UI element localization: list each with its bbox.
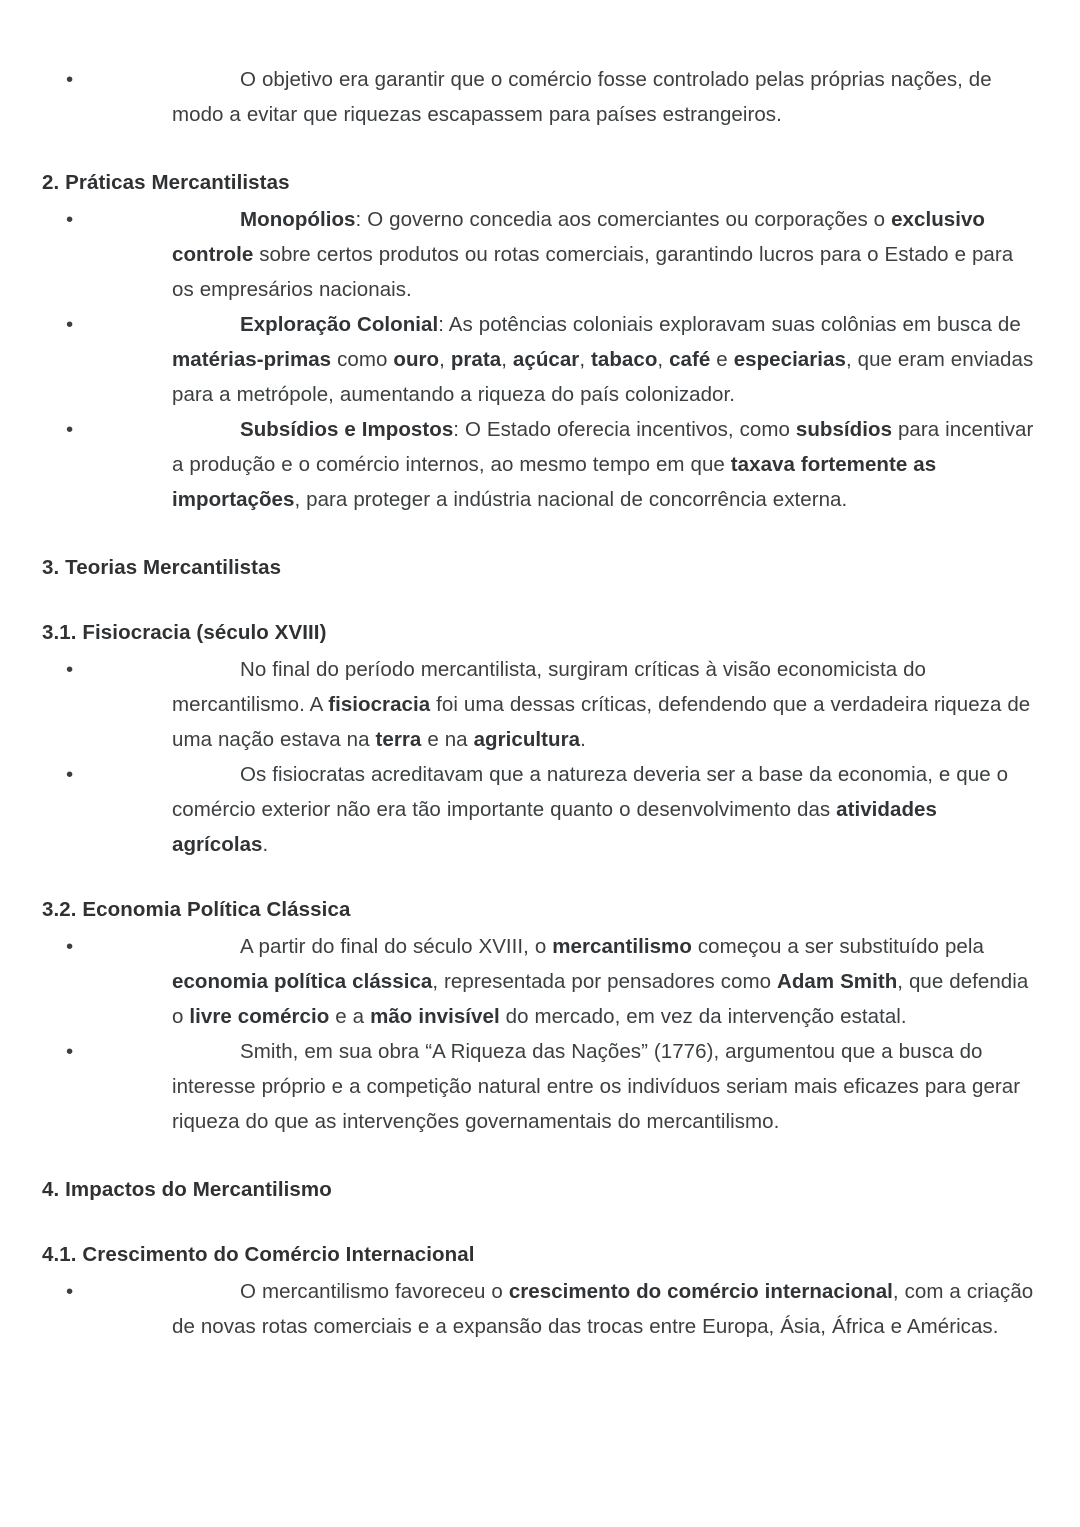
emphasis-text: taxava fortemente as importações (172, 453, 937, 511)
body-text: , representada por pensadores como (432, 970, 777, 993)
body-text: começou a ser substituído pela (691, 935, 984, 958)
bullet-paragraph: • Os fisiocratas acreditavam que a natureza deveria ser a base da economia, e que o comércio exterior não era tão importante quanto o desenvolvimento das atividades agrícolas. (66, 763, 1009, 856)
body-text: : O Estado oferecia incentivos, como (453, 418, 796, 441)
emphasis-text: Adam Smith (776, 970, 898, 993)
body-text: : As potências coloniais exploravam suas colônias em busca de (438, 313, 1021, 336)
emphasis-text: fisiocracia (328, 693, 431, 716)
section-heading: 3.2. Economia Política Clássica (42, 898, 351, 921)
emphasis-text: economia política clássica (172, 970, 433, 993)
emphasis-text: prata (450, 348, 502, 371)
bullet-paragraph: • Monopólios: O governo concedia aos comerciantes ou corporações o exclusivo controle sobre certos produtos ou rotas comerciais, garantindo lucros para o Estado e para os empresários nacionais. (66, 208, 1014, 301)
section-heading: 4.1. Crescimento do Comércio Internacional (42, 1243, 475, 1266)
body-text: sobre certos produtos ou rotas comerciais, garantindo lucros para o Estado e para os empresários nacionais. (172, 243, 1014, 301)
emphasis-text: matérias-primas (172, 348, 332, 371)
body-text: do mercado, em vez da intervenção estatal. (499, 1005, 907, 1028)
body-text: Smith, em sua obra “A Riqueza das Nações” (1776), argumentou que a busca do interesse próprio e a competição natural entre os indivíduos seriam mais eficazes para gerar riqueza do que as intervenções governamentais do mercantilismo. (172, 1040, 1021, 1133)
emphasis-text: crescimento do comércio internacional (508, 1280, 893, 1303)
emphasis-text: mercantilismo (552, 935, 692, 958)
section-heading: 3. Teorias Mercantilistas (42, 556, 282, 579)
emphasis-text: exclusivo controle (172, 208, 985, 266)
emphasis-text: tabaco (591, 348, 658, 371)
emphasis-text: ouro (393, 348, 440, 371)
bullet-paragraph: • No final do período mercantilista, surgiram críticas à visão economicista do mercantilismo. A fisiocracia foi uma dessas críticas, defendendo que a verdadeira riqueza de uma nação estava na terra e na agricultura. (66, 658, 1031, 751)
body-text: , que eram enviadas para a metrópole, aumentando a riqueza do país colonizador. (172, 348, 1034, 406)
body-text: : O governo concedia aos comerciantes ou corporações o (355, 208, 892, 231)
section-heading: 4. Impactos do Mercantilismo (42, 1178, 332, 1201)
body-text: . (262, 833, 269, 856)
body-text: como (331, 348, 394, 371)
bullet-paragraph: • O mercantilismo favoreceu o crescimento do comércio internacional, com a criação de novas rotas comerciais e a expansão das trocas entre Europa, Ásia, África e Américas. (66, 1280, 1034, 1338)
body-text: Os fisiocratas acreditavam que a natureza deveria ser a base da economia, e que o comércio exterior não era tão importante quanto o desenvolvimento das (172, 763, 1009, 821)
body-text: , (579, 348, 592, 371)
emphasis-text: Exploração Colonial (240, 313, 439, 336)
body-text: e (710, 348, 734, 371)
body-text: A partir do final do século XVIII, o (240, 935, 553, 958)
emphasis-text: mão invisível (370, 1005, 500, 1028)
emphasis-text: Monopólios (240, 208, 356, 231)
body-text: No final do período mercantilista, surgiram críticas à visão economicista do mercantilismo. A (172, 658, 927, 716)
body-text: , (439, 348, 451, 371)
emphasis-text: livre comércio (189, 1005, 330, 1028)
emphasis-text: agricultura (473, 728, 581, 751)
emphasis-text: açúcar (512, 348, 580, 371)
emphasis-text: atividades agrícolas (172, 798, 937, 856)
body-text: para incentivar a produção e o comércio internos, ao mesmo tempo em que (172, 418, 1034, 476)
body-text: O objetivo era garantir que o comércio fosse controlado pelas próprias nações, de modo a evitar que riquezas escapassem para países estrangeiros. (172, 68, 992, 126)
emphasis-text: café (669, 348, 711, 371)
emphasis-text: subsídios (795, 418, 893, 441)
bullet-paragraph: • A partir do final do século XVIII, o mercantilismo começou a ser substituído pela economia política clássica, representada por pensadores como Adam Smith, que defendia o livre comércio e a mão invisível do mercado, em vez da intervenção estatal. (66, 935, 1029, 1028)
emphasis-text: Subsídios e Impostos (240, 418, 454, 441)
body-text: O mercantilismo favoreceu o (240, 1280, 509, 1303)
body-text: e na (421, 728, 474, 751)
bullet-paragraph: • Subsídios e Impostos: O Estado oferecia incentivos, como subsídios para incentivar a produção e o comércio internos, ao mesmo tempo em que taxava fortemente as importações, para proteger a indústria nacional de concorrência externa. (66, 418, 1034, 511)
bullet-paragraph: • O objetivo era garantir que o comércio fosse controlado pelas próprias nações, de modo a evitar que riquezas escapassem para países estrangeiros. (66, 68, 992, 126)
body-text: , para proteger a indústria nacional de concorrência externa. (294, 488, 848, 511)
bullet-paragraph: • Smith, em sua obra “A Riqueza das Nações” (1776), argumentou que a busca do interesse próprio e a competição natural entre os indivíduos seriam mais eficazes para gerar riqueza do que as intervenções governamentais do mercantilismo. (66, 1040, 1021, 1133)
section-heading: 2. Práticas Mercantilistas (42, 171, 290, 194)
section-heading: 3.1. Fisiocracia (século XVIII) (42, 621, 327, 644)
body-text: , com a criação de novas rotas comerciais e a expansão das trocas entre Europa, Ásia, África e Américas. (172, 1280, 1034, 1338)
body-text: e a (329, 1005, 371, 1028)
body-text: , (657, 348, 670, 371)
body-text: . (580, 728, 586, 751)
body-text: foi uma dessas críticas, defendendo que a verdadeira riqueza de uma nação estava na (172, 693, 1031, 751)
body-text: , que defendia o (172, 970, 1029, 1028)
body-text: , (501, 348, 513, 371)
emphasis-text: terra (375, 728, 422, 751)
emphasis-text: especiarias (733, 348, 846, 371)
document-body (42, 62, 1036, 1344)
bullet-paragraph: • Exploração Colonial: As potências coloniais exploravam suas colônias em busca de matérias-primas como ouro, prata, açúcar, tabaco, café e especiarias, que eram enviadas para a metrópole, aumentando a riqueza do país colonizador. (66, 313, 1034, 406)
